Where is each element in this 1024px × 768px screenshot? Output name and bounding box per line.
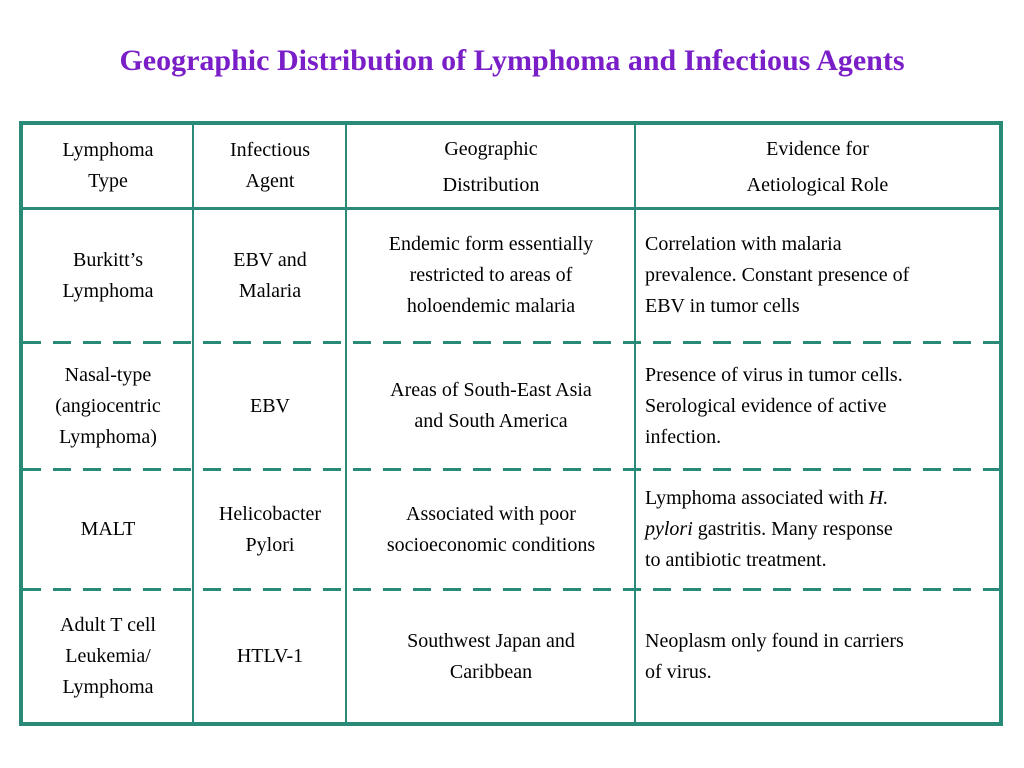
cell-lymphoma-type [23, 210, 193, 341]
cell-infectious-agent [194, 344, 346, 468]
cell-text: Associated with poor [406, 502, 576, 525]
cell-text: Presence of virus in tumor cells. [645, 363, 903, 386]
cell-text: Pylori [245, 533, 295, 556]
cell-evidence [636, 210, 999, 341]
cell-text: HTLV-1 [236, 645, 304, 667]
cell-text: prevalence. Constant presence of [645, 264, 910, 286]
cell-text: and South America [414, 410, 568, 432]
text-run: gastritis. Many response [692, 518, 893, 540]
header-text: Aetiological Role [746, 174, 889, 196]
cell-text: of virus. [645, 660, 712, 683]
cell-text: Leukemia/ [65, 645, 151, 667]
header-infectious-agent [194, 125, 346, 207]
header-text: Evidence for [766, 138, 869, 160]
italic-text-run: H. [868, 487, 889, 509]
header-text: Distribution [442, 174, 540, 196]
cell-text: EBV in tumor cells [645, 295, 800, 317]
cell-text: Lymphoma [62, 279, 154, 302]
cell-text: (angiocentric [55, 394, 161, 417]
cell-text: Southwest Japan and [407, 629, 575, 652]
cell-text: Correlation with malaria [645, 233, 842, 255]
text-run: Lymphoma associated with [645, 487, 869, 509]
cell-text: holoendemic malaria [406, 295, 576, 317]
cell-text: EBV [250, 394, 290, 417]
cell-text [645, 514, 893, 545]
cell-text: Endemic form essentially [388, 233, 594, 255]
header-evidence [636, 125, 999, 207]
header-geographic-distribution [347, 125, 635, 207]
cell-lymphoma-type [23, 591, 193, 722]
cell-geographic-distribution [347, 344, 635, 468]
header-text: Lymphoma [62, 139, 154, 161]
cell-infectious-agent [194, 591, 346, 722]
italic-text-run: pylori [645, 518, 693, 540]
cell-text: Burkitt’s [72, 248, 143, 271]
cell-text: socioeconomic conditions [386, 533, 596, 556]
cell-text: Adult T cell [60, 614, 156, 636]
data-table [19, 121, 1003, 726]
slide-title: Geographic Distribution of Lymphoma and Infectious Agents [119, 44, 905, 77]
header-lymphoma-type [23, 125, 193, 207]
header-text: Type [88, 170, 128, 192]
cell-text: Lymphoma) [59, 425, 157, 448]
cell-text: Areas of South-East Asia [390, 379, 592, 401]
cell-text: Serological evidence of active [645, 394, 887, 417]
cell-infectious-agent [194, 471, 346, 588]
cell-geographic-distribution [347, 210, 635, 341]
cell-text: MALT [80, 518, 136, 540]
cell-evidence [636, 591, 999, 722]
cell-text: to antibiotic treatment. [645, 549, 827, 571]
cell-text: infection. [645, 425, 722, 448]
cell-evidence [636, 471, 999, 588]
cell-text: restricted to areas of [409, 264, 573, 286]
cell-infectious-agent [194, 210, 346, 341]
cell-geographic-distribution [347, 591, 635, 722]
cell-lymphoma-type [23, 344, 193, 468]
cell-text: Caribbean [449, 660, 533, 683]
cell-text: EBV and [233, 248, 307, 271]
cell-text [645, 483, 888, 514]
cell-text: Neoplasm only found in carriers [645, 629, 904, 652]
cell-text: Malaria [238, 279, 302, 302]
header-text: Agent [245, 170, 295, 192]
header-text: Geographic [444, 138, 538, 160]
cell-text: Helicobacter [218, 502, 322, 525]
cell-geographic-distribution [347, 471, 635, 588]
cell-text: Nasal-type [64, 363, 152, 386]
cell-evidence [636, 344, 999, 468]
cell-text: Lymphoma [62, 676, 154, 698]
cell-lymphoma-type [23, 471, 193, 588]
header-text: Infectious [230, 139, 310, 161]
